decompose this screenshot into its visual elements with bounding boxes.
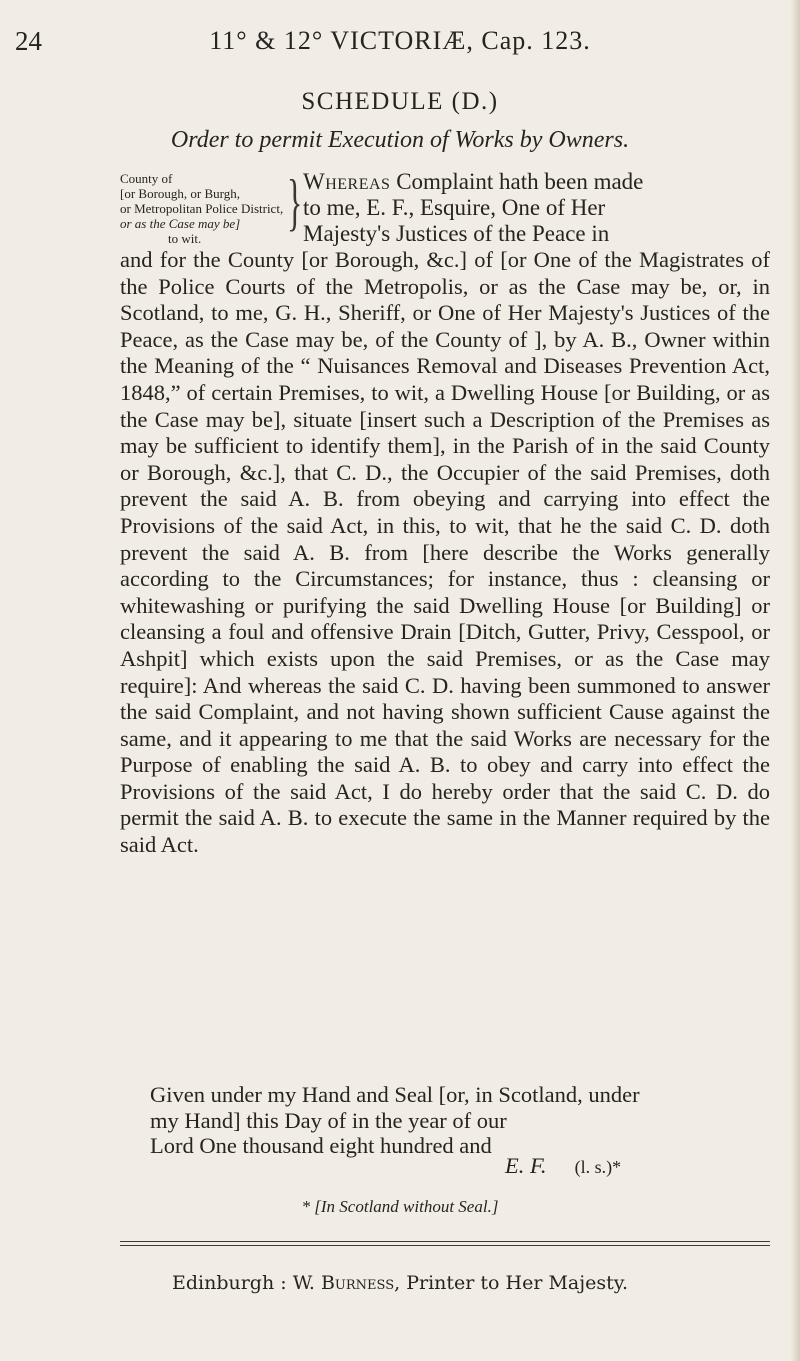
opening-line-rest: Complaint hath been made xyxy=(390,169,644,194)
signature-initials: E. F. xyxy=(505,1153,547,1178)
page-number: 24 xyxy=(15,26,42,56)
venue-line: to wit. xyxy=(168,231,202,246)
opening-line xyxy=(303,169,763,195)
printer-name: W. Burness, xyxy=(292,1272,401,1294)
order-body-text: and for the County [or Borough, &c.] of [or One of the Magistrates of the Police Courts of the Metropolis, or as the Case may be, or, in Scotland, to me, G. H., Sheriff, or One of Her Majesty's Justices of the Peace, as the Case may be, of the County of ], by A. B., Owner within the Meaning of the “ Nuisances Removal and Diseases Prevention Act, 1848,” of certain Premises, to wit, a Dwelling House [or Building, or as the Case may be], situate [insert such a Description of the Premises as may be sufficient to identify them], in the Parish of in the said County or Borough, &c.], that C. D., the Occupier of the said Premises, doth prevent the said A. B. from obeying and carrying into effect the Provisions of the said Act, in this, to wit, that he the said C. D. doth prevent the said A. B. from [here describe the Works generally according to the Circumstances; for instance, thus : cleansing or whitewashing or purifying the said Dwelling House [or Building] or cleansing a foul and offensive Drain [Ditch, Gutter, Privy, Cesspool, or Ashpit] which exists upon the said Premises, or as the Case may require]: And whereas the said C. D. having been summoned to answer the said Complaint, and not having shown sufficient Cause against the same, and it appearing to me that the said Works are necessary for the Purpose of enabling the said A. B. to obey and carry into effect the Provisions of the said Act, I do hereby order that the said C. D. do permit the said A. B. to execute the same in the Manner required by the said Act. xyxy=(120,247,770,858)
printer-imprint xyxy=(0,1272,800,1294)
divider-rule xyxy=(120,1245,770,1246)
seal-mark: (l. s.)* xyxy=(574,1157,622,1177)
curly-brace-icon: } xyxy=(287,166,303,237)
form-subtitle: Order to permit Execution of Works by Owners. xyxy=(170,127,630,153)
printer-place: Edinburgh : xyxy=(171,1272,287,1294)
venue-line: or as the Case may be] xyxy=(120,216,241,231)
opening-lines xyxy=(303,169,763,247)
opening-line: Majesty's Justices of the Peace in xyxy=(303,221,610,246)
given-clause xyxy=(150,1082,750,1159)
given-line: Given under my Hand and Seal [or, in Scotland, under xyxy=(150,1082,640,1107)
page-edge-shadow xyxy=(790,0,800,1361)
signature-block xyxy=(505,1153,621,1179)
venue-line: or Metropolitan Police District, xyxy=(120,201,284,216)
lead-word: Whereas xyxy=(303,169,391,194)
opening-line: to me, E. F., Esquire, One of Her xyxy=(303,195,606,220)
running-head: 11° & 12° VICTORIÆ, Cap. 123. xyxy=(209,26,591,55)
divider-rule xyxy=(120,1241,770,1242)
given-line: Lord One thousand eight hundred and xyxy=(150,1133,492,1158)
venue-line: County of xyxy=(120,171,173,186)
footnote: * [In Scotland without Seal.] xyxy=(301,1197,499,1216)
schedule-title: SCHEDULE (D.) xyxy=(301,88,499,115)
printer-role: Printer to Her Majesty. xyxy=(406,1272,629,1294)
given-line: my Hand] this Day of in the year of our xyxy=(150,1107,507,1133)
venue-margin-note xyxy=(120,171,285,246)
page-header xyxy=(0,26,800,66)
venue-line: [or Borough, or Burgh, xyxy=(120,186,241,201)
